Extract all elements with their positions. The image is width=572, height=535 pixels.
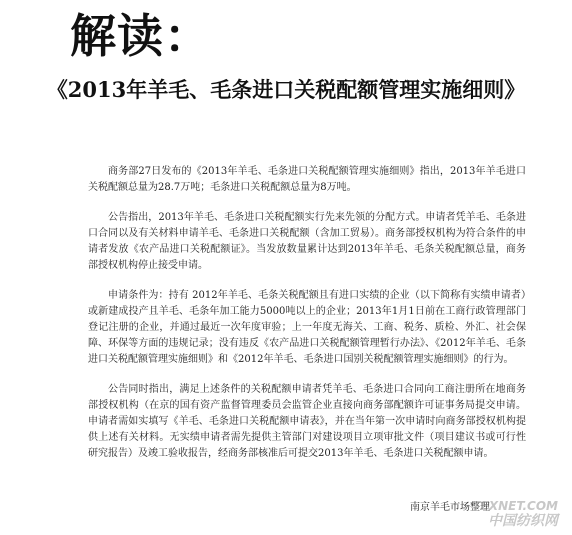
watermark-logo: [472, 499, 558, 529]
page-title: 解读：: [70, 9, 211, 63]
article-body: [88, 164, 526, 476]
paragraph-quota-total: 商务部27日发布的《2013年羊毛、毛条进口关税配额管理实施细则》指出，2013年羊毛进口关税配额总量为28.7万吨；毛条进口关税配额总量为8万吨。: [88, 166, 526, 193]
watermark-domain: TEXNET.COM: [472, 499, 558, 513]
watermark-site-name: 中国纺织网: [488, 513, 558, 529]
signature: 南京羊毛市场整理: [410, 502, 490, 513]
paragraph-application-conditions: 申请条件为：持有 2012年羊毛、毛条关税配额且有进口实绩的企业（以下简称有实绩申请者）或新建成投产且羊毛、毛条年加工能力5000吨以上的企业；2013年1月1日前在工商行政管理部门登记注册的企业，并通过最近一次年度审验；上一年度无海关、工商、税务、质检、外汇、社会保障、环保等方面的违规记录；没有违反《农产品进口关税配额管理暂行办法》、《2012年羊毛、毛条进口关税配额管理实施细则》和《2012年羊毛、毛条进口国别关税配额管理实施细则》的行为。: [88, 290, 526, 365]
paragraph-application-procedure: 公告同时指出，满足上述条件的关税配额申请者凭羊毛、毛条进口合同向工商注册所在地商务部授权机构（在京的国有资产监督管理委员会监管企业直接向商务部配额许可证事务局提交申请。申请者需如实填写《羊毛、毛条进口关税配额申请表》，并在当年第一次申请时向商务部授权机构提供上述有关材料。无实绩申请者需先提供主管部门对建设项目立项审批文件（项目建议书或可行性研究报告）及竣工验收报告，经商务部核准后可提交2013年羊毛、毛条进口关税配额申请。: [88, 384, 526, 459]
document-subtitle: 《2013年羊毛、毛条进口关税配额管理实施细则》: [46, 77, 526, 102]
paragraph-allocation-method: 公告指出，2013年羊毛、毛条进口关税配额实行先来先领的分配方式。申请者凭羊毛、毛条进口合同以及有关材料申请羊毛、毛条进口关税配额（含加工贸易）。商务部授权机构为符合条件的申请者发放《农产品进口关税配额证》。当发放数量累计达到2013年羊毛、毛条关税配额总量，商务部授权机构停止接受申请。: [88, 212, 526, 271]
